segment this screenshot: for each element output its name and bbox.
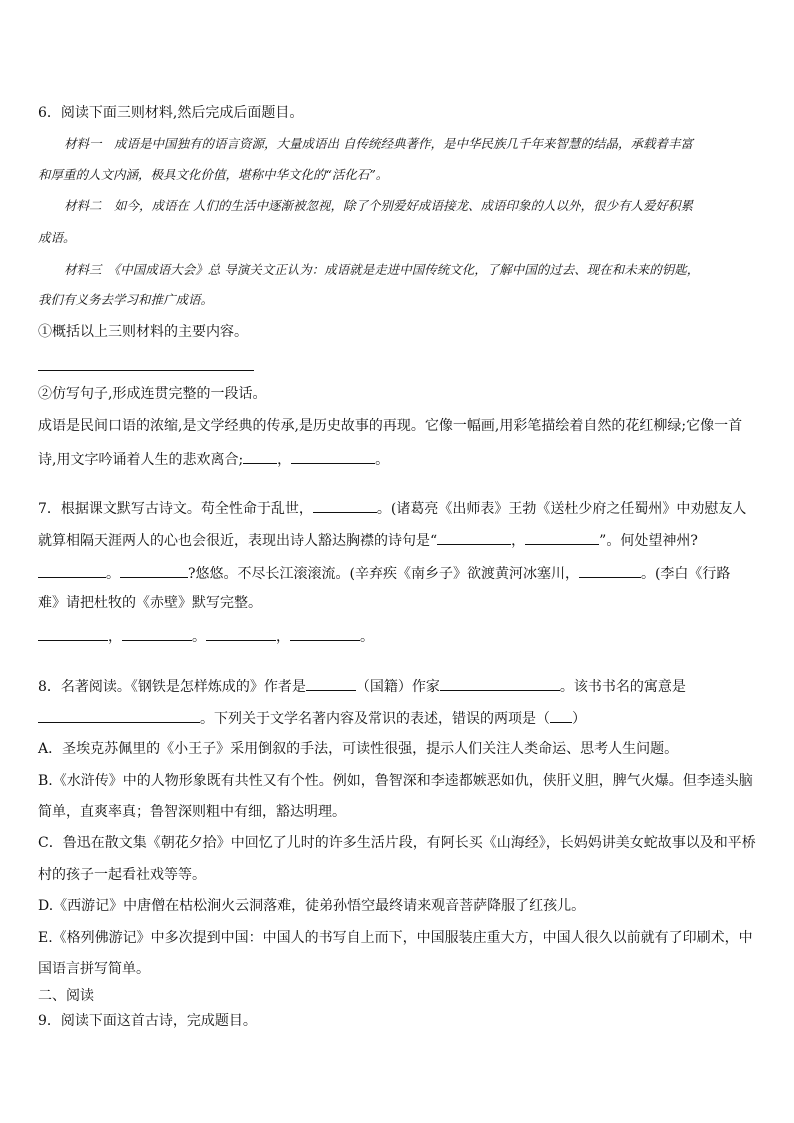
material-1-line-2: 和厚重的人文内涵，极具文化价值，堪称中华文化的“活化石”。: [38, 167, 389, 182]
q7-line-3-end: 。(李白《行路: [640, 566, 731, 582]
blank[interactable]: [437, 530, 511, 545]
comma: ，: [511, 533, 526, 549]
q7-line-4: 难》请把杜牧的《赤壁》默写完整。: [38, 595, 262, 611]
material-3-line-1: 材料三 《中国成语大会》总 导演关文正认为：成语就是走进中国传统文化，了解中国的过去、现在和未来的钥匙，: [64, 262, 700, 277]
paren: ）: [572, 711, 586, 727]
q7-line-3-middle: ?悠悠。不尽长江滚滚流。(辛弃疾《南乡子》欲渡黄河冰塞川，: [188, 566, 579, 582]
q8-option-c-line-2: 村的孩子一起看社戏等等。: [38, 867, 206, 883]
q7-prompt: 7．根据课文默写古诗文。苟全性命于乱世，: [38, 501, 313, 517]
blank[interactable]: [440, 676, 560, 691]
q7-line-5: [38, 626, 374, 646]
blank[interactable]: [550, 708, 572, 723]
q8-nationality: （国籍）作家: [355, 679, 440, 695]
q6-text-line-2: [38, 449, 389, 469]
q8-prompt: 8．名著阅读。《钢铁是怎样炼成的》作者是: [38, 679, 306, 695]
blank[interactable]: [290, 626, 360, 641]
q8-line-1-end: 。该书书名的寓意是: [559, 679, 686, 695]
period: 。: [106, 566, 120, 582]
q6-text-line-2-start: 诗,用文字吟诵着人生的悲欢离合;: [38, 452, 244, 468]
blank[interactable]: [306, 676, 356, 691]
blank[interactable]: [243, 449, 277, 464]
q8-option-c-line-1: C．鲁迅在散文集《朝花夕拾》中回忆了儿时的许多生活片段，有阿长买《山海经》，长妈妈讲美女蛇故事以及和平桥: [38, 835, 756, 851]
q8-line-1: [38, 676, 686, 696]
q8-option-b-line-2: 简单，直爽率真；鲁智深则粗中有细，豁达明理。: [38, 804, 346, 820]
blank[interactable]: [525, 530, 599, 545]
period: 。: [360, 629, 374, 645]
blank[interactable]: [206, 626, 276, 641]
q8-option-a: A．圣埃克苏佩里的《小王子》采用倒叙的手法，可读性很强，提示人们关注人类命运、思考人生问题。: [38, 741, 679, 757]
blank[interactable]: [38, 626, 108, 641]
answer-line[interactable]: [38, 370, 254, 371]
q8-option-d: D.《西游记》中唐僧在枯松涧火云洞落难，徒弟孙悟空最终请来观音菩萨降服了红孩儿。: [38, 898, 586, 914]
q6-sub-question-1: ①概括以上三则材料的主要内容。: [38, 324, 248, 340]
material-3-line-2: 我们有义务去学习和推广成语。: [38, 292, 214, 307]
q8-option-e-line-2: 国语言拼写简单。: [38, 961, 150, 977]
q7-line-2-end: ”。何处望神州?: [599, 533, 698, 549]
q6-text-line-1: 成语是民间口语的浓缩,是文学经典的传承,是历史故事的再现。它像一幅画,用彩笔描绘着自然的花红柳绿;它像一首: [38, 418, 743, 434]
blank[interactable]: [38, 563, 106, 578]
blank[interactable]: [313, 498, 377, 513]
period: 。: [192, 629, 206, 645]
q7-line-2-start: 就算相隔天涯两人的心也会很近，表现出诗人豁达胸襟的诗句是“: [38, 533, 438, 549]
section-heading: 二、阅读: [38, 988, 94, 1004]
q8-line-2-text: 。下列关于文学名著内容及常识的表述，错误的两项是（: [200, 711, 550, 727]
blank[interactable]: [579, 563, 641, 578]
q8-line-2: [38, 708, 586, 728]
material-2-line-2: 成语。: [38, 230, 76, 245]
q9-title: 9．阅读下面这首古诗，完成题目。: [38, 1013, 257, 1029]
period: 。: [375, 452, 390, 468]
comma: ，: [276, 629, 290, 645]
q8-option-b-line-1: B.《水浒传》中的人物形象既有共性又有个性。例如，鲁智深和李逵都嫉恶如仇，侠肝义胆，脾气火爆。但李逵头脑: [38, 773, 753, 789]
blank[interactable]: [122, 626, 192, 641]
material-2-line-1: 材料二 如今，成语在 人们的生活中逐渐被忽视，除了个别爱好成语接龙、成语印象的人以外，很少有人爱好积累: [64, 198, 693, 213]
blank[interactable]: [120, 563, 188, 578]
blank[interactable]: [291, 449, 375, 464]
q7-line-2: [38, 530, 698, 550]
comma: ，: [108, 629, 122, 645]
material-1-line-1: 材料一 成语是中国独有的语言资源，大量成语出 自传统经典著作，是中华民族几千年来智慧的结晶，承载着丰富: [64, 136, 693, 151]
blank[interactable]: [38, 708, 200, 723]
q8-option-e-line-1: E.《格列佛游记》中多次提到中国：中国人的书写自上而下，中国服装庄重大方，中国人很久以前就有了印刷术，中: [38, 930, 753, 946]
comma: ，: [277, 452, 292, 468]
q7-line-1: [38, 498, 746, 518]
q7-line-3: [38, 563, 730, 583]
q7-line-1-end: 。(诸葛亮《出师表》王勃《送杜少府之任蜀州》中劝慰友人: [376, 501, 747, 517]
q6-sub-question-2: ②仿写句子,形成连贯完整的一段话。: [38, 386, 267, 402]
q6-title: 6．阅读下面三则材料,然后完成后面题目。: [38, 105, 304, 121]
